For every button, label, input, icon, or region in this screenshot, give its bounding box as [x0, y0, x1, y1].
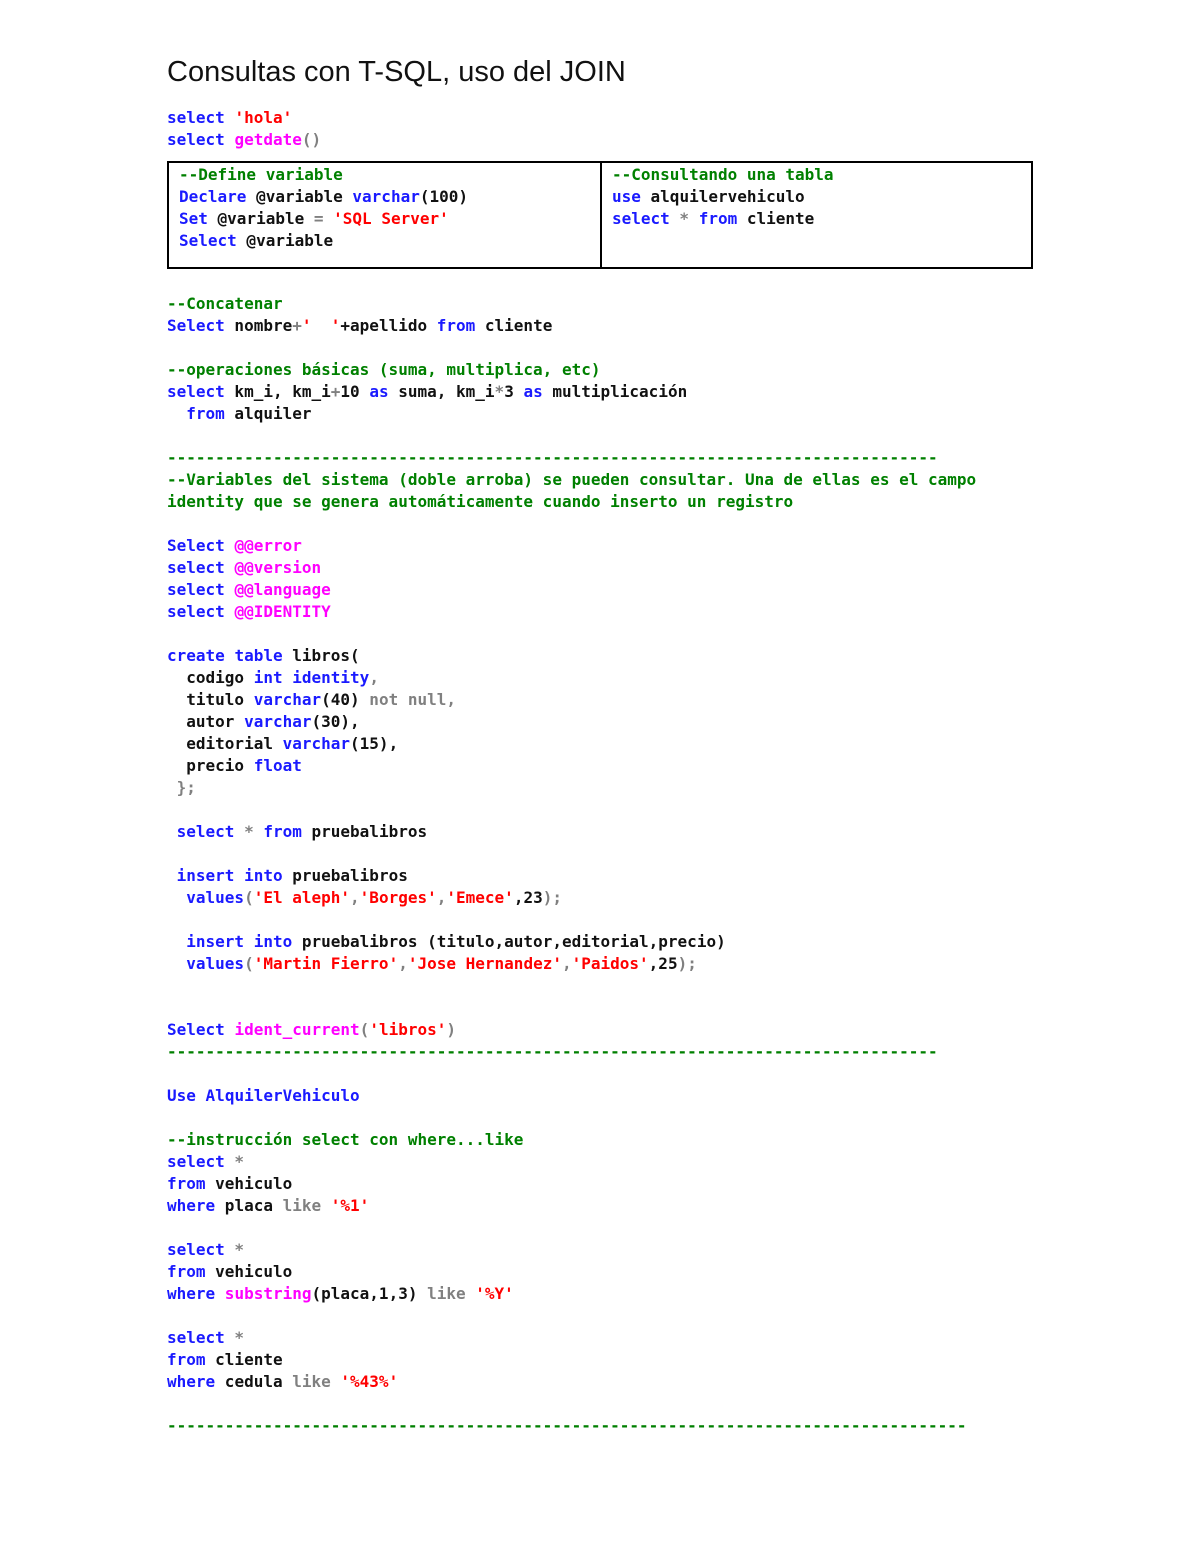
- comment: --Variables del sistema (doble arroba) se pueden consultar. Una de ellas es el campo: [167, 470, 977, 489]
- punct: ): [446, 1020, 457, 1039]
- keyword: select: [167, 1240, 225, 1259]
- keyword: select: [167, 130, 225, 149]
- keyword: Use: [167, 1086, 196, 1105]
- code-boxes-table: [167, 161, 1033, 269]
- code-text: pruebalibros: [292, 932, 428, 951]
- code-text: (15),: [350, 734, 399, 753]
- code-text: (placa,1,3): [311, 1284, 418, 1303]
- code-text: libros(: [282, 646, 360, 665]
- keyword: as: [369, 382, 389, 401]
- string-literal: 'Borges': [359, 888, 437, 907]
- keyword: from: [167, 1350, 206, 1369]
- system-variable: @@IDENTITY: [234, 602, 331, 621]
- punct: );: [542, 888, 562, 907]
- keyword: from: [436, 316, 476, 335]
- keyword: values: [186, 954, 245, 973]
- operator: *: [224, 1328, 245, 1347]
- code-text: (titulo,autor,editorial,precio): [427, 932, 726, 951]
- code-text: 10: [340, 382, 370, 401]
- keyword: values: [186, 888, 245, 907]
- code-text: km_i, km_i: [224, 382, 331, 401]
- string-literal: 'libros': [369, 1020, 447, 1039]
- code-text: (40): [321, 690, 360, 709]
- keyword: use: [612, 187, 641, 206]
- keyword-gray: like: [282, 1196, 322, 1215]
- code-text: pruebalibros: [282, 866, 408, 885]
- keyword: select: [167, 1328, 225, 1347]
- code-text: ,25: [648, 954, 678, 973]
- code-text: 3: [504, 382, 524, 401]
- code-text: vehiculo: [205, 1174, 293, 1193]
- main-code: [167, 293, 1037, 1437]
- table-name: cliente: [737, 209, 815, 228]
- page-title: Consultas con T-SQL, uso del JOIN: [167, 56, 626, 88]
- operator: *: [494, 382, 505, 401]
- keyword: from: [263, 822, 302, 841]
- keyword: from: [186, 404, 225, 423]
- type: varchar: [282, 734, 351, 753]
- string-literal: '%Y': [465, 1284, 514, 1303]
- keyword: select: [167, 1152, 225, 1171]
- string-literal: 'Paidos': [571, 954, 649, 973]
- intro-code: [167, 107, 1037, 151]
- keyword: where: [167, 1284, 216, 1303]
- code-text: vehiculo: [205, 1262, 293, 1281]
- code-text: cedula: [215, 1372, 293, 1391]
- keyword: Select: [167, 316, 225, 335]
- code-text: placa: [215, 1196, 283, 1215]
- keyword: select: [167, 602, 225, 621]
- code-text: cliente: [205, 1350, 283, 1369]
- string-literal: ' ': [301, 316, 341, 335]
- separator-line: -----------------------------------------------------------------------------------: [167, 1416, 967, 1435]
- function-name: substring: [215, 1284, 312, 1303]
- code-text: multiplicación: [542, 382, 688, 401]
- keyword: where: [167, 1196, 216, 1215]
- operator: *: [224, 1152, 245, 1171]
- comment: --instrucción select con where...like: [167, 1130, 524, 1149]
- box-consultando-tabla: [602, 163, 1031, 267]
- code-text: suma, km_i: [388, 382, 495, 401]
- punct: );: [677, 954, 697, 973]
- keyword: into: [244, 866, 283, 885]
- keyword: Set: [179, 209, 208, 228]
- string-literal: 'El aleph': [253, 888, 351, 907]
- keyword-gray: like: [292, 1372, 331, 1391]
- separator-line: --------------------------------------------------------------------------------: [167, 1042, 938, 1061]
- punct: ,: [436, 888, 447, 907]
- separator-line: --------------------------------------------------------------------------------: [167, 448, 938, 467]
- string-literal: 'Martin Fierro': [253, 954, 399, 973]
- function-name: ident_current: [234, 1020, 360, 1039]
- operator: +: [330, 382, 341, 401]
- keyword: from: [167, 1174, 206, 1193]
- keyword: select: [176, 822, 235, 841]
- code-text: alquiler: [224, 404, 312, 423]
- punct: (: [359, 1020, 370, 1039]
- keyword: insert: [176, 866, 235, 885]
- code-text: codigo: [186, 668, 254, 687]
- keyword: where: [167, 1372, 216, 1391]
- code-text: titulo: [186, 690, 254, 709]
- operator: *: [669, 209, 699, 228]
- comment: --Consultando una tabla: [612, 165, 834, 184]
- system-variable: @@version: [234, 558, 322, 577]
- type: varchar: [253, 690, 322, 709]
- operator: =: [313, 209, 324, 228]
- database-name: alquilervehiculo: [640, 187, 805, 206]
- comment: --Concatenar: [167, 294, 283, 313]
- punct: ,: [561, 954, 572, 973]
- system-variable: @@error: [234, 536, 302, 555]
- operator: +: [292, 316, 302, 335]
- punct: ,: [350, 888, 360, 907]
- punct: (: [244, 888, 254, 907]
- box-define-variable: [169, 163, 602, 267]
- keyword: from: [167, 1262, 206, 1281]
- keyword: into: [253, 932, 293, 951]
- code-text: nombre: [224, 316, 293, 335]
- code-text: cliente: [475, 316, 553, 335]
- string-literal: 'Jose Hernandez': [407, 954, 562, 973]
- punct: ,: [369, 668, 379, 687]
- comment: identity que se genera automáticamente cuando inserto un registro: [167, 492, 794, 511]
- keyword: Select: [179, 231, 237, 250]
- keyword: table: [234, 646, 283, 665]
- type: varchar: [244, 712, 312, 731]
- type: int: [253, 668, 283, 687]
- document-page: [167, 56, 1037, 1437]
- code-text: ,23: [513, 888, 543, 907]
- string-literal: '%43%': [330, 1372, 399, 1391]
- punct: (: [244, 954, 254, 973]
- keyword: select: [167, 382, 225, 401]
- operator: *: [224, 1240, 245, 1259]
- system-variable: @@language: [234, 580, 331, 599]
- string-literal: '%1': [321, 1196, 370, 1215]
- keyword: select: [167, 558, 225, 577]
- keyword: select: [167, 580, 225, 599]
- keyword: Declare: [179, 187, 247, 206]
- function-name: getdate: [234, 130, 302, 149]
- type: float: [253, 756, 302, 775]
- operator: *: [234, 822, 264, 841]
- code-text: pruebalibros: [301, 822, 428, 841]
- punct: };: [176, 778, 196, 797]
- code-text: editorial: [186, 734, 283, 753]
- keyword: as: [523, 382, 543, 401]
- variable: @variable: [207, 209, 314, 228]
- string-literal: 'hola': [234, 108, 293, 127]
- code-text: autor: [186, 712, 245, 731]
- keyword: Select: [167, 1020, 225, 1039]
- punct: ,: [398, 954, 408, 973]
- code-text: +apellido: [340, 316, 437, 335]
- string-literal: 'Emece': [446, 888, 514, 907]
- variable: @variable: [236, 231, 334, 250]
- keyword: create: [167, 646, 225, 665]
- type: varchar: [352, 187, 420, 206]
- paren: (): [301, 130, 322, 149]
- keyword: identity: [282, 668, 370, 687]
- keyword-gray: like: [417, 1284, 466, 1303]
- comment: --Define variable: [179, 165, 343, 184]
- database-name: AlquilerVehiculo: [205, 1086, 360, 1105]
- code-text: precio: [186, 756, 254, 775]
- string-literal: 'SQL Server': [323, 209, 449, 228]
- keyword: from: [698, 209, 738, 228]
- variable: @variable: [246, 187, 353, 206]
- keyword: select: [167, 108, 225, 127]
- keyword: Select: [167, 536, 225, 555]
- keyword-gray: not null,: [359, 690, 456, 709]
- size: (100): [419, 187, 469, 206]
- keyword: select: [612, 209, 670, 228]
- comment: --operaciones básicas (suma, multiplica, etc): [167, 360, 601, 379]
- code-text: (30),: [311, 712, 360, 731]
- keyword: insert: [186, 932, 245, 951]
